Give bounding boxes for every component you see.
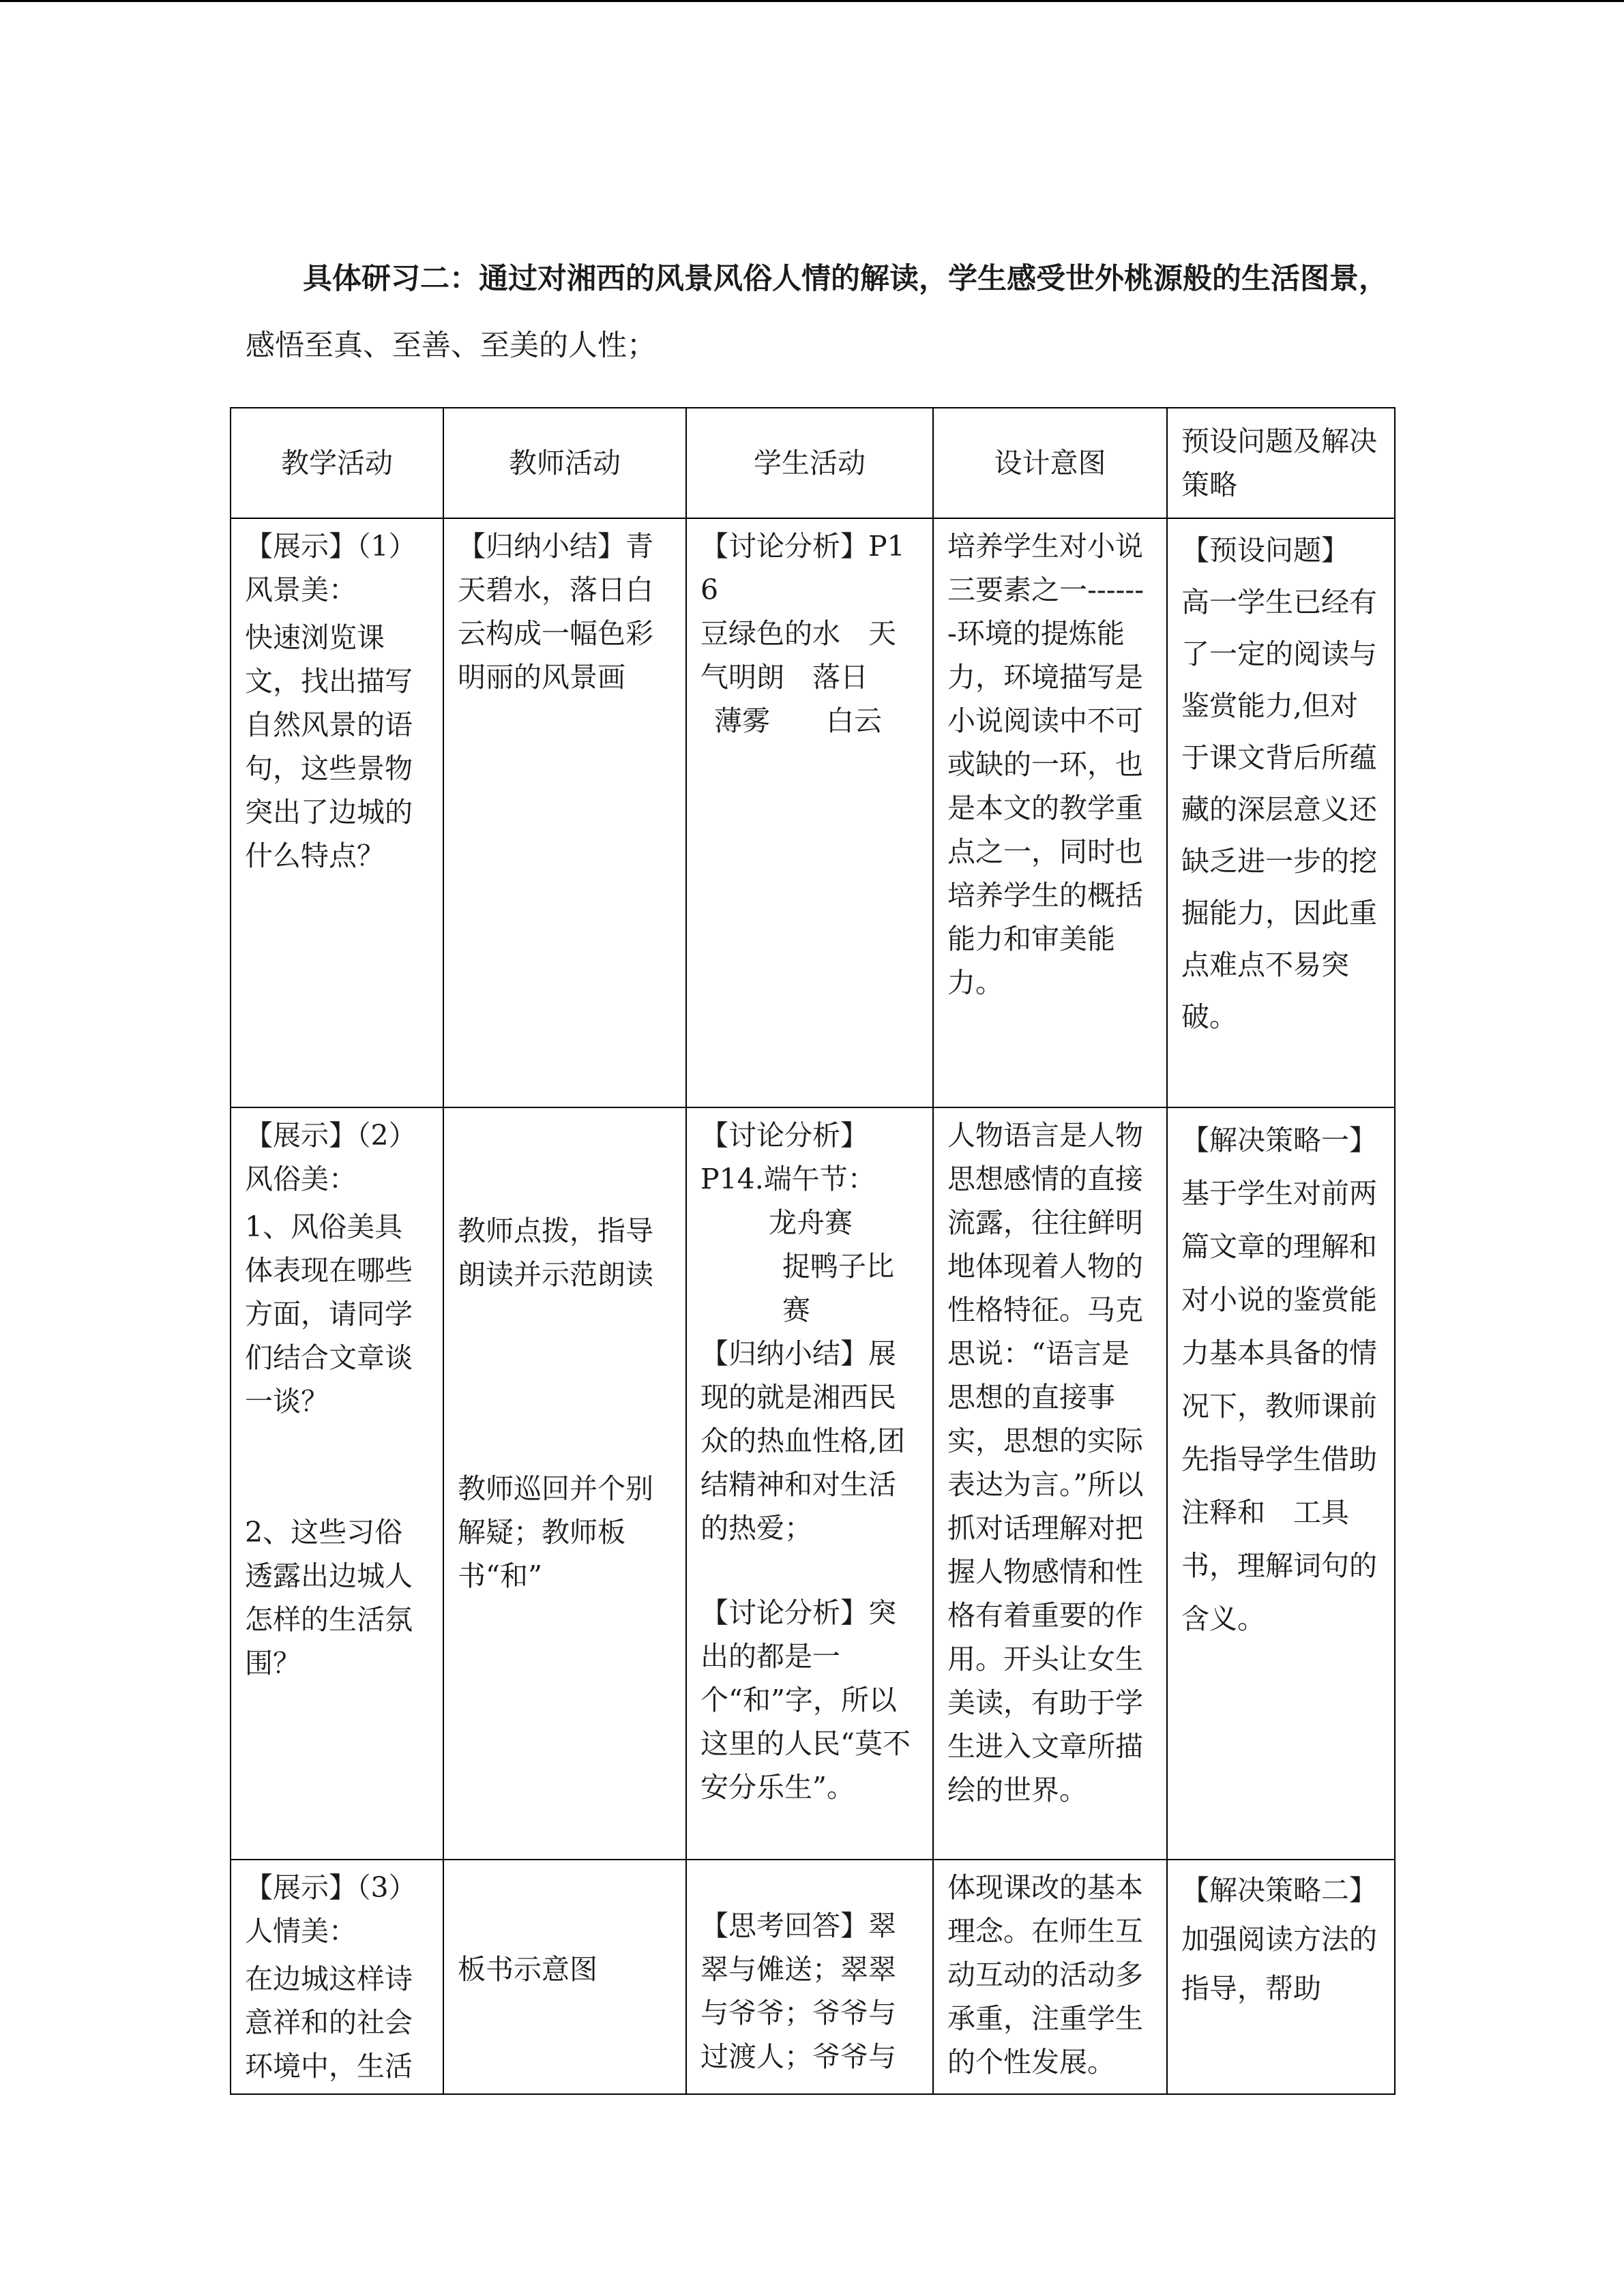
intro-lead-bold: 具体研习二： (303, 262, 479, 296)
cell-student-activity (686, 1860, 933, 2094)
cell-teacher-activity (443, 1860, 686, 2094)
cell-teaching-activity (231, 1860, 443, 2094)
header-preset-questions: 预设问题及解决策略 (1167, 408, 1395, 518)
cell-design-intent (933, 518, 1167, 1107)
cell-student-activity (686, 1107, 933, 1860)
intro-line-1 (246, 245, 1391, 312)
student-summary: 【归纳小结】展现的就是湘西民众的热血性格,团结精神和对生活的热爱； (700, 1337, 906, 1545)
activity-question: 快速浏览课文，找出描写自然风景的语句，这些景物突出了边城的什么特点？ (245, 621, 413, 872)
cell-teaching-activity (231, 518, 443, 1107)
intro-paragraph (246, 245, 1391, 379)
activity-subtitle: 人情美： (245, 1915, 357, 1948)
table-row (231, 518, 1395, 1107)
student-line: 薄雾 白云 (714, 704, 882, 737)
header-teacher-activity: 教师活动 (443, 408, 686, 518)
design-intent-text: 培养学生对小说三要素之一-------环境的提炼能力，环境描写是小说阅读中不可或缺的一环，也是本文的教学重点之一，同时也培养学生的概括能力和审美能力。 (947, 530, 1145, 999)
activity-question-2: 2、这些习俗透露出边城人怎样的生活氛围？ (245, 1516, 413, 1680)
cell-student-activity (686, 518, 933, 1107)
table-row (231, 1107, 1395, 1860)
blackboard-diagram: 板书示意图 (458, 1953, 597, 1986)
teacher-patrol: 教师巡回并个别解疑；教师板书“和” (458, 1472, 653, 1592)
cell-preset-questions (1167, 1860, 1395, 2094)
activity-question: 在边城这样诗意祥和的社会环境中，生活 (245, 1963, 413, 2083)
preset-title: 【预设问题】 (1181, 534, 1349, 567)
teacher-guidance: 教师点拨，指导朗读并示范朗读 (458, 1214, 653, 1291)
activity-title: 【展示】（1） (245, 530, 417, 563)
cell-teacher-activity (443, 1107, 686, 1860)
activity-title: 【展示】（2） (245, 1119, 417, 1152)
header-student-activity: 学生活动 (686, 408, 933, 518)
design-intent-text: 人物语言是人物思想感情的直接流露，往往鲜明地体现着人物的性格特征。马克思说：“语言是思想的直接事实，思想的实际表达为言。”所以抓对话理解对把握人物感情和性格有着重要的作用。开头让女生美读，有助于学生进入文章所描绘的世界。 (947, 1119, 1144, 1806)
cell-preset-questions (1167, 518, 1395, 1107)
intro-line-2: 感悟至真、至善、至美的人性； (246, 329, 656, 363)
activity-title: 【展示】（3） (245, 1871, 417, 1904)
student-answer: 【思考回答】翠翠与傩送；翠翠与爷爷；爷爷与过渡人；爷爷与 (700, 1909, 896, 2073)
page-top-border (0, 0, 1624, 2)
student-line: 豆绿色的水 天 (700, 617, 896, 650)
header-teaching-activity: 教学活动 (231, 408, 443, 518)
cell-design-intent (933, 1860, 1167, 2094)
cell-preset-questions (1167, 1107, 1395, 1860)
student-line: 【讨论分析】 (700, 1119, 868, 1152)
cell-teaching-activity (231, 1107, 443, 1860)
intro-lead-text: 通过对湘西的风景风俗人情的解读，学生感受世外桃源般的生活图景， (479, 262, 1388, 296)
student-line: P14.端午节： (700, 1163, 876, 1195)
activity-subtitle: 风景美： (245, 573, 357, 606)
spacer (245, 1467, 429, 1510)
strategy-title: 【解决策略二】 (1181, 1874, 1377, 1907)
activity-question-1: 1、风俗美具体表现在哪些方面，请同学们结合文章谈一谈？ (245, 1210, 413, 1418)
student-line: 【讨论分析】P16 (700, 530, 905, 606)
cell-design-intent (933, 1107, 1167, 1860)
student-analysis: 【讨论分析】突出的都是一个“和”字，所以这里的人民“莫不安分乐生”。 (700, 1596, 911, 1804)
cell-teacher-activity (443, 518, 686, 1107)
table-header-row (231, 408, 1395, 518)
student-line: 气明朗 落日 (700, 661, 868, 694)
lesson-plan-table (230, 407, 1396, 2095)
activity-subtitle: 风俗美： (245, 1163, 357, 1195)
table-row (231, 1860, 1395, 2094)
strategy-body: 加强阅读方法的指导，帮助 (1181, 1923, 1377, 2005)
header-design-intent: 设计意图 (933, 408, 1167, 518)
preset-body: 高一学生已经有了一定的阅读与鉴赏能力,但对于课文背后所蕴藏的深层意义还缺乏进一步的挖掘能力，因此重点难点不易突破。 (1181, 586, 1377, 1033)
student-line: 捉鸭子比赛 (782, 1250, 894, 1326)
design-intent-text: 体现课改的基本理念。在师生互动互动的活动多承重，注重学生的个性发展。 (947, 1871, 1143, 2078)
student-line: 龙舟赛 (769, 1206, 853, 1239)
spacer (245, 1423, 429, 1467)
strategy-text: 【解决策略一】基于学生对前两篇文章的理解和对小说的鉴赏能力基本具备的情况下，教师课前先指导学生借助注释和 工具书，理解词句的含义。 (1181, 1124, 1377, 1635)
teacher-summary: 【归纳小结】青天碧水，落日白云构成一幅色彩明丽的风景画 (458, 530, 653, 694)
